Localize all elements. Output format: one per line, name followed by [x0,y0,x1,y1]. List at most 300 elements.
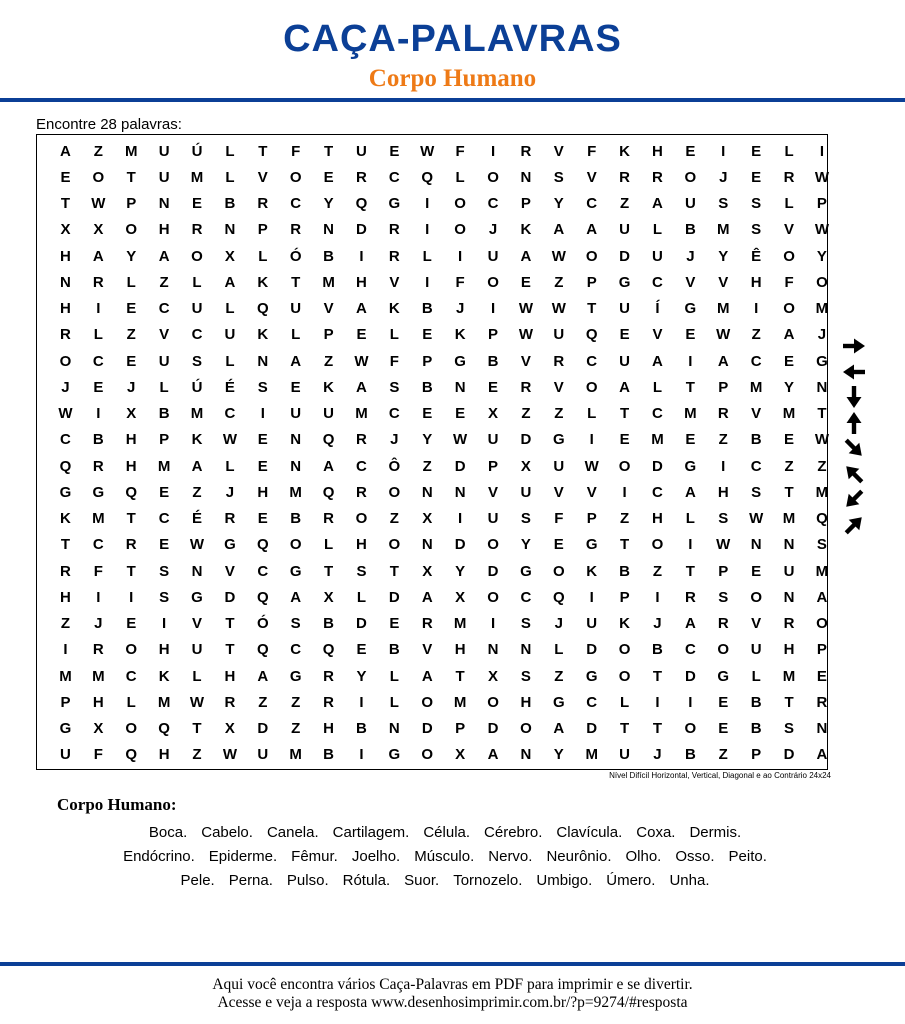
grid-cell: Q [256,588,269,606]
grid-cell: O [454,195,466,213]
grid-cell: L [258,247,268,265]
grid-cell: Y [718,247,729,265]
grid-cell: D [224,588,236,606]
grid-cell: C [257,562,269,580]
grid-cell: Q [355,195,368,213]
grid-cell: F [93,746,103,764]
bottom-divider [0,962,905,966]
grid-cell: U [684,195,696,213]
grid-cell: L [291,326,301,344]
grid-cell: L [620,693,630,711]
grid-cell: R [816,693,828,711]
grid-cell: E [455,405,466,423]
grid-cell: T [652,667,663,685]
grid-cell: W [814,221,830,239]
grid-cell: H [783,641,795,659]
grid-cell: L [93,326,103,344]
grid-cell: H [60,247,71,265]
grid-cell: L [389,326,399,344]
grid-cell: O [783,247,795,265]
grid-cell: H [158,746,170,764]
grid-cell: M [585,746,598,764]
grid-cell: O [421,693,434,711]
grid-cell: D [783,746,795,764]
grid-cell: N [520,746,532,764]
grid-cell: A [619,378,630,396]
grid-cell: S [520,615,531,633]
grid-cell: O [487,536,499,554]
grid-cell: L [685,510,695,528]
grid-cell: X [126,405,137,423]
grid-cell: R [520,142,532,160]
grid-cell: S [520,510,531,528]
grid-cell: S [192,352,203,370]
grid-cell: Y [520,536,531,554]
grid-cell: E [389,615,400,633]
grid-cell: J [719,168,728,186]
grid-cell: M [157,693,171,711]
grid-cell: Q [322,483,335,501]
word-list-item: Coxa. [636,824,676,841]
grid-cell: I [359,247,364,265]
grid-cell: T [323,562,334,580]
grid-cell: E [93,378,104,396]
word-list-item: Boca. [148,824,188,841]
arrow-up-left-icon [836,461,872,487]
grid-cell: T [587,300,597,318]
grid-cell: D [520,431,532,449]
grid-cell: Z [126,326,136,344]
grid-cell: W [716,326,731,344]
grid-cell: P [751,746,762,764]
grid-cell: L [225,300,235,318]
grid-cell: D [619,247,630,265]
grid-cell: N [191,562,203,580]
grid-cell: T [291,273,301,291]
grid-cell: W [222,746,237,764]
grid-cell: U [158,352,170,370]
grid-cell: T [258,142,268,160]
grid-cell: C [652,405,663,423]
grid-cell: R [60,326,71,344]
grid-cell: O [750,588,762,606]
grid-cell: I [490,142,496,160]
grid-cell: E [422,405,433,423]
grid-cell: R [783,615,795,633]
grid-cell: A [487,746,499,764]
grid-cell: P [257,221,268,239]
grid-cell: T [652,720,663,738]
grid-cell: P [520,195,531,213]
grid-cell: T [192,720,202,738]
grid-cell: A [816,588,828,606]
grid-cell: L [554,641,564,659]
grid-cell: G [289,667,302,685]
grid-cell: Y [126,247,137,265]
grid-cell: U [487,431,499,449]
grid-cell: J [61,378,70,396]
grid-cell: U [356,142,367,160]
grid-cell: V [652,326,663,344]
grid-cell: R [323,667,334,685]
grid-cell: W [189,536,205,554]
grid-cell: U [652,247,663,265]
grid-cell: E [784,352,795,370]
grid-cell: W [453,431,468,449]
grid-cell: U [487,510,499,528]
grid-cell: C [586,693,598,711]
grid-cell: C [158,300,170,318]
grid-cell: L [652,378,663,396]
grid-cell: C [652,273,663,291]
grid-cell: Y [323,195,334,213]
word-list-item: Osso. [675,848,715,865]
arrow-left-icon [836,359,872,385]
grid-cell: E [488,378,499,396]
grid-cell: C [92,536,104,554]
grid-cell: W [222,431,237,449]
grid-cell: T [389,562,399,580]
grid-cell: I [359,693,364,711]
grid-cell: R [60,562,71,580]
grid-cell: C [290,641,302,659]
grid-cell: R [290,221,302,239]
grid-cell: S [520,667,531,685]
grid-cell: É [192,510,203,528]
grid-cell: Z [60,615,71,633]
grid-cell: R [356,431,367,449]
grid-cell: H [158,221,170,239]
grid-cell: E [422,326,433,344]
grid-cell: T [225,615,235,633]
grid-cell: M [289,746,302,764]
grid-cell: O [487,273,499,291]
grid-cell: R [520,378,532,396]
grid-cell: H [158,641,170,659]
grid-cell: K [454,326,466,344]
grid-cell: V [257,168,268,186]
grid-cell: Z [554,273,564,291]
grid-cell: O [454,221,466,239]
grid-cell: I [260,405,265,423]
grid-cell: B [158,405,170,423]
grid-cell: X [455,588,466,606]
grid-cell: N [816,720,828,738]
grid-cell: L [389,667,399,685]
grid-cell: I [359,746,364,764]
grid-cell: E [784,431,795,449]
grid-cell: X [520,457,531,475]
grid-cell: S [751,483,762,501]
grid-cell: B [323,615,334,633]
grid-cell: W [354,352,369,370]
grid-cell: A [92,247,104,265]
grid-cell: Z [93,142,103,160]
grid-cell: Y [816,247,827,265]
grid-cell: Z [554,667,564,685]
grid-cell: X [488,405,499,423]
grid-cell: J [686,247,695,265]
grid-cell: E [718,693,729,711]
grid-cell: N [520,168,532,186]
grid-cell: X [93,221,104,239]
grid-cell: O [191,247,203,265]
grid-cell: A [520,247,532,265]
grid-cell: V [553,142,564,160]
word-list-item: Perna. [228,872,273,889]
grid-cell: I [458,510,463,528]
grid-cell: S [718,195,729,213]
word-list-item: Unha. [669,872,710,889]
grid-cell: G [388,746,401,764]
grid-cell: G [388,195,401,213]
grid-cell: K [619,142,630,160]
grid-cell: B [750,693,762,711]
grid-cell: W [518,300,533,318]
grid-cell: R [388,247,400,265]
grid-cell: P [488,326,499,344]
grid-cell: W [58,405,73,423]
arrow-down-right-icon [836,435,872,461]
grid-cell: I [721,142,726,160]
grid-cell: O [59,352,72,370]
grid-cell: M [92,510,105,528]
grid-cell: M [717,300,730,318]
grid-cell: A [684,615,696,633]
grid-cell: F [93,562,103,580]
grid-cell: R [553,352,565,370]
grid-cell: E [751,168,762,186]
word-list-item: Peito. [728,848,767,865]
grid-cell: Z [620,195,630,213]
grid-cell: O [289,168,302,186]
grid-cell: O [552,562,565,580]
grid-cell: L [356,588,367,606]
grid-cell: I [655,693,660,711]
grid-cell: V [224,562,235,580]
grid-cell: B [92,431,104,449]
grid-cell: D [652,457,663,475]
grid-cell: H [125,457,137,475]
grid-cell: N [816,378,828,396]
grid-cell: T [225,641,235,659]
grid-cell: C [684,641,696,659]
grid-cell: Í [655,300,660,318]
grid-cell: K [619,615,630,633]
grid-cell: E [389,142,400,160]
word-list-item: Cabelo. [201,824,253,841]
grid-cell: I [589,431,594,449]
grid-cell: N [783,588,795,606]
grid-cell: J [488,221,498,239]
grid-cell: V [422,641,433,659]
grid-cell: Y [455,562,466,580]
grid-cell: I [490,615,496,633]
grid-cell: R [257,195,269,213]
grid-cell: H [60,588,71,606]
grid-cell: N [257,352,269,370]
grid-cell: B [652,641,663,659]
grid-cell: H [257,483,269,501]
grid-cell: D [454,536,466,554]
grid-cell: A [816,746,828,764]
grid-cell: Z [192,746,202,764]
grid-cell: A [652,352,663,370]
grid-cell: L [751,667,761,685]
grid-cell: Z [521,405,531,423]
grid-cell: V [488,483,499,501]
grid-cell: U [586,615,598,633]
grid-cell: O [783,300,795,318]
grid-cell: C [652,483,663,501]
word-list-item: Nervo. [488,848,533,865]
grid-cell: L [225,168,235,186]
grid-cell: M [59,667,72,685]
grid-cell: U [191,300,203,318]
grid-cell: R [717,405,729,423]
grid-cell: P [488,457,499,475]
grid-cell: D [586,641,598,659]
grid-cell: F [389,352,399,370]
word-list-item: Músculo. [414,848,475,865]
grid-cell: K [191,431,203,449]
grid-cell: N [323,221,334,239]
grid-cell: U [191,641,203,659]
top-divider [0,98,905,102]
grid-cell: U [553,457,565,475]
grid-cell: W [518,326,533,344]
grid-cell: R [684,588,696,606]
grid-cell: R [92,641,104,659]
grid-cell: C [191,326,203,344]
grid-cell: B [619,562,630,580]
grid-cell: G [191,588,203,606]
grid-cell: I [425,195,430,213]
grid-cell: N [388,720,400,738]
grid-cell: A [783,326,795,344]
grid-cell: Q [421,168,434,186]
grid-cell: B [750,431,762,449]
word-list-item: Neurônio. [546,848,612,865]
grid-cell: F [455,142,465,160]
grid-cell: P [816,641,827,659]
grid-cell: O [585,378,598,396]
page-title: CAÇA-PALAVRAS [283,18,622,60]
grid-cell: W [551,247,566,265]
grid-cell: M [190,405,204,423]
grid-cell: G [717,667,730,685]
grid-cell: G [618,273,631,291]
grid-cell: Z [751,326,761,344]
grid-cell: W [189,693,205,711]
grid-cell: B [356,720,367,738]
grid-cell: E [257,431,268,449]
grid-cell: B [421,378,433,396]
grid-cell: U [553,326,565,344]
grid-cell: E [126,352,137,370]
grid-cell: T [60,536,71,554]
grid-cell: G [59,483,72,501]
grid-cell: O [651,536,664,554]
grid-cell: G [520,562,532,580]
grid-cell: O [125,221,138,239]
grid-cell: J [127,378,136,396]
grid-cell: U [619,300,630,318]
grid-cell: L [422,247,432,265]
grid-cell: U [224,326,236,344]
grid-cell: M [190,168,204,186]
grid-cell: W [420,142,435,160]
grid-cell: W [584,457,599,475]
grid-cell: H [356,273,367,291]
grid-cell: X [422,510,433,528]
grid-cell: W [716,536,731,554]
grid-cell: C [750,352,762,370]
grid-cell: Z [620,510,630,528]
grid-cell: U [750,641,762,659]
grid-cell: J [94,615,103,633]
grid-cell: I [688,536,693,554]
grid-cell: Z [718,746,728,764]
grid-cell: B [684,221,696,239]
word-list-item: Úmero. [606,872,656,889]
grid-cell: L [192,667,202,685]
grid-cell: P [816,195,827,213]
grid-cell: U [257,746,269,764]
word-list-item: Dermis. [689,824,742,841]
grid-cell: T [60,195,71,213]
grid-cell: Q [59,457,72,475]
grid-cell: U [520,483,532,501]
grid-cell: E [257,510,268,528]
grid-cell: M [782,667,796,685]
grid-cell: T [620,720,630,738]
grid-cell: O [92,168,105,186]
grid-cell: U [60,746,71,764]
grid-cell: R [125,536,137,554]
grid-cell: I [96,405,101,423]
grid-cell: G [454,352,466,370]
arrow-right-icon [836,333,872,359]
grid-cell: L [323,536,334,554]
grid-cell: H [92,693,104,711]
grid-cell: C [224,405,236,423]
grid-cell: H [356,536,367,554]
grid-cell: J [390,431,399,449]
grid-cell: E [751,142,762,160]
grid-cell: U [619,352,630,370]
grid-cell: A [224,273,236,291]
grid-cell: Y [356,667,367,685]
grid-cell: W [749,510,764,528]
grid-cell: O [487,588,499,606]
grid-cell: R [323,693,334,711]
grid-cell: N [520,641,532,659]
grid-cell: Q [552,588,565,606]
grid-cell: P [718,562,729,580]
grid-cell: J [653,615,662,633]
grid-cell: Z [718,431,728,449]
grid-cell: L [225,352,235,370]
grid-cell: H [717,483,729,501]
grid-cell: T [126,562,136,580]
grid-cell: T [126,168,136,186]
grid-cell: E [356,641,367,659]
grid-cell: M [815,483,829,501]
grid-cell: N [60,273,71,291]
word-list-line-1 [0,823,890,843]
grid-cell: O [388,483,401,501]
